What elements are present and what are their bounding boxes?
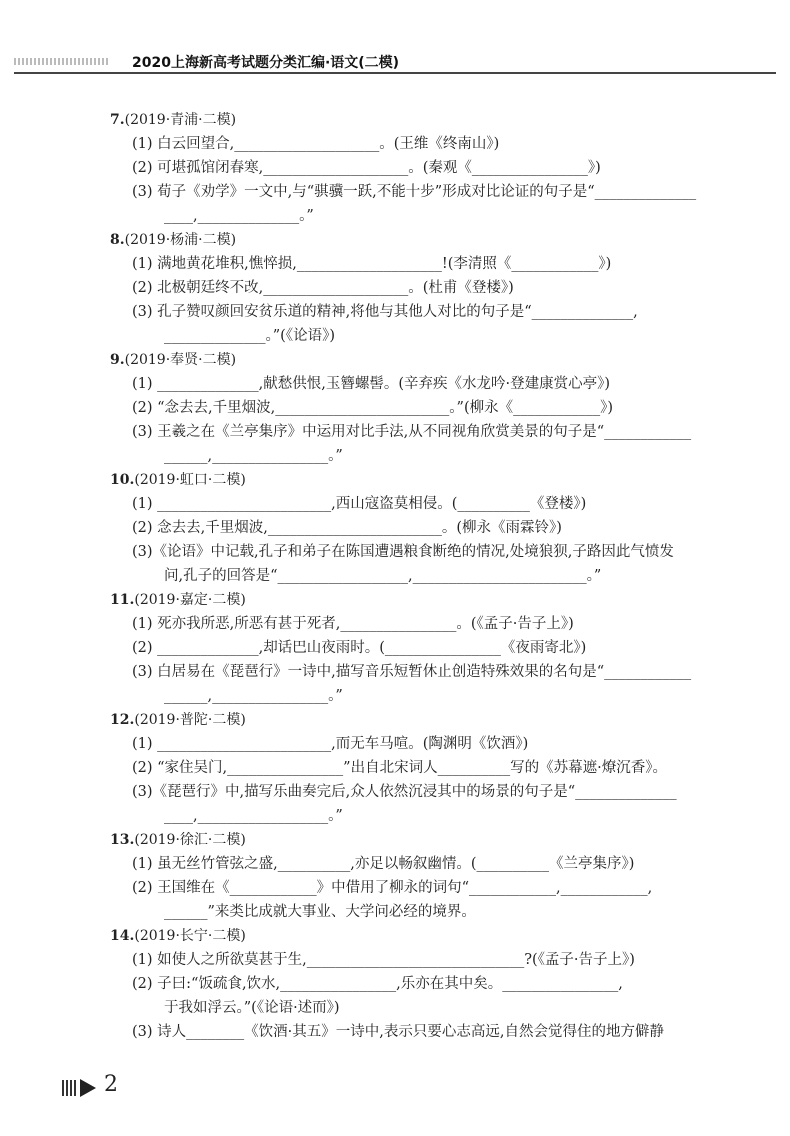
question-heading bbox=[110, 828, 740, 852]
page-number: 2 bbox=[104, 1072, 118, 1097]
header-decoration bbox=[14, 58, 109, 65]
question-item: (2) 念去去,千里烟波,________________________。(柳永《雨霖铃》) bbox=[132, 520, 562, 536]
question-item: (3)《论语》中记载,孔子和弟子在陈国遭遇粮食断绝的情况,处境狼狈,子路因此气愤发 bbox=[132, 544, 674, 560]
question-number: 12. bbox=[110, 712, 135, 728]
question-item: (2) 子曰:“饭疏食,饮水,________________,乐亦在其中矣。________________, bbox=[132, 976, 623, 992]
question-block bbox=[110, 828, 740, 924]
question-heading bbox=[110, 108, 740, 132]
question-source: (2019·青浦·二模) bbox=[124, 112, 237, 128]
question-source: (2019·嘉定·二模) bbox=[134, 592, 246, 608]
question-item: (2) 王国维在《____________》中借用了柳永的词句“____________,____________, bbox=[132, 880, 653, 896]
question-item: (2) “家住吴门,________________”出自北宋词人__________写的《苏幕遮·燎沉香》。 bbox=[132, 760, 667, 776]
question-item: (3) 王羲之在《兰亭集序》中运用对比手法,从不同视角欣赏美景的句子是“____________ bbox=[132, 424, 692, 440]
question-heading bbox=[110, 924, 740, 948]
footer-bars-decoration bbox=[62, 1080, 76, 1096]
question-number: 13. bbox=[110, 832, 135, 848]
question-block bbox=[110, 348, 740, 468]
question-item: (2) ______________,却话巴山夜雨时。(________________《夜雨寄北》) bbox=[132, 640, 587, 656]
page-title: 2020上海新高考试题分类汇编·语文(二模) bbox=[132, 55, 400, 71]
question-block bbox=[110, 588, 740, 708]
question-line-continued: ______”来类比成就大事业、大学问必经的境界。 bbox=[164, 904, 476, 920]
question-source: (2019·徐汇·二模) bbox=[134, 832, 246, 848]
question-item: (1) 死亦我所恶,所恶有甚于死者,________________。(《孟子·告子上》) bbox=[132, 616, 574, 632]
question-block bbox=[110, 108, 740, 228]
question-item: (1) 如使人之所欲莫甚于生,______________________________?(《孟子·告子上》) bbox=[132, 952, 635, 968]
question-item: (2) 北极朝廷终不改,____________________。(杜甫《登楼》) bbox=[132, 280, 514, 296]
question-block bbox=[110, 228, 740, 348]
question-number: 11. bbox=[110, 592, 135, 608]
question-line-continued: ______,________________。” bbox=[164, 448, 343, 464]
page-header bbox=[14, 52, 776, 70]
question-block bbox=[110, 924, 740, 1044]
question-block bbox=[110, 468, 740, 588]
header-rule bbox=[14, 72, 776, 74]
question-list bbox=[110, 108, 740, 1044]
question-item: (3) 荀子《劝学》一文中,与“骐骥一跃,不能十步”形成对比论证的句子是“______________ bbox=[132, 184, 697, 200]
question-heading bbox=[110, 348, 740, 372]
question-heading bbox=[110, 588, 740, 612]
play-triangle-icon bbox=[80, 1079, 96, 1097]
question-line-continued: ____,______________。” bbox=[164, 208, 314, 224]
question-heading bbox=[110, 228, 740, 252]
question-item: (3) 诗人________《饮酒·其五》一诗中,表示只要心志高远,自然会觉得住的地方僻静 bbox=[132, 1024, 664, 1040]
question-source: (2019·长宁·二模) bbox=[134, 928, 246, 944]
question-block bbox=[110, 708, 740, 828]
question-number: 10. bbox=[110, 472, 135, 488]
question-source: (2019·虹口·二模) bbox=[134, 472, 246, 488]
question-source: (2019·奉贤·二模) bbox=[124, 352, 237, 368]
question-line-continued: 问,孔子的回答是“__________________,________________________。” bbox=[164, 568, 602, 584]
question-item: (1) ________________________,而无车马喧。(陶渊明《饮酒》) bbox=[132, 736, 529, 752]
question-source: (2019·杨浦·二模) bbox=[124, 232, 237, 248]
question-item: (1) ______________,献愁供恨,玉簪螺髻。(辛弃疾《水龙吟·登建康赏心亭》) bbox=[132, 376, 611, 392]
question-item: (1) 虽无丝竹管弦之盛,__________,亦足以畅叙幽情。(__________《兰亭集序》) bbox=[132, 856, 635, 872]
question-item: (2) 可堪孤馆闭春寒,____________________。(秦观《________________》) bbox=[132, 160, 601, 176]
question-line-continued: ____,__________________。” bbox=[164, 808, 343, 824]
question-heading bbox=[110, 468, 740, 492]
question-item: (1) 满地黄花堆积,憔悴损,____________________!(李清照《____________》) bbox=[132, 256, 612, 272]
question-heading bbox=[110, 708, 740, 732]
question-line-continued: ______________。”(《论语》) bbox=[164, 328, 335, 344]
question-item: (3)《琵琶行》中,描写乐曲奏完后,众人依然沉浸其中的场景的句子是“______________ bbox=[132, 784, 677, 800]
question-source: (2019·普陀·二模) bbox=[134, 712, 246, 728]
question-item: (3) 孔子赞叹颜回安贫乐道的精神,将他与其他人对比的句子是“______________, bbox=[132, 304, 638, 320]
question-line-continued: ______,________________。” bbox=[164, 688, 343, 704]
question-line-continued: 于我如浮云。”(《论语·述而》) bbox=[164, 1000, 340, 1016]
question-number: 7. bbox=[110, 112, 125, 128]
question-item: (1) 白云回望合,____________________。(王维《终南山》) bbox=[132, 136, 500, 152]
question-number: 9. bbox=[110, 352, 125, 368]
question-item: (1) ________________________,西山寇盗莫相侵。(__________《登楼》) bbox=[132, 496, 587, 512]
question-item: (3) 白居易在《琵琶行》一诗中,描写音乐短暂休止创造特殊效果的名句是“____________ bbox=[132, 664, 692, 680]
question-item: (2) “念去去,千里烟波,________________________。”(柳永《____________》) bbox=[132, 400, 614, 416]
question-number: 14. bbox=[110, 928, 135, 944]
question-number: 8. bbox=[110, 232, 125, 248]
